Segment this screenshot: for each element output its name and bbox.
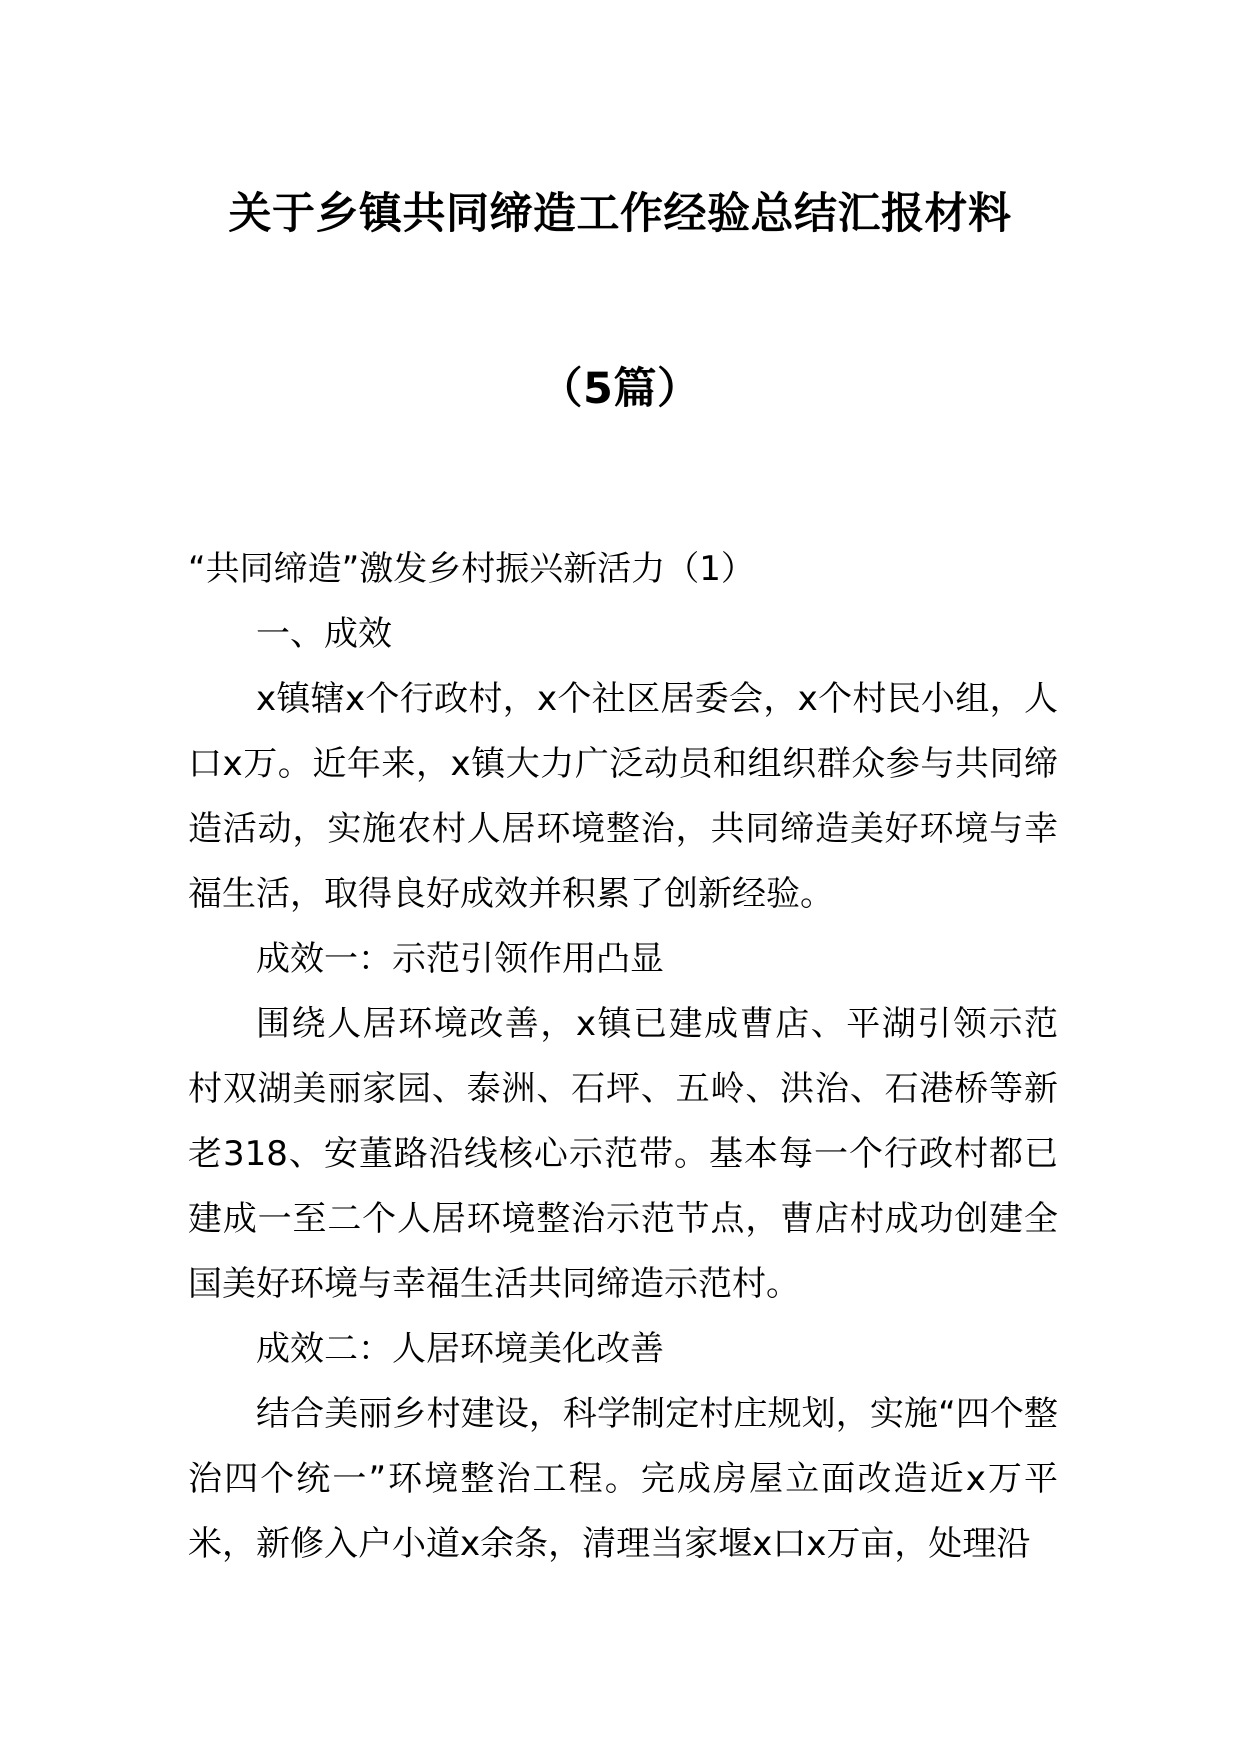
paragraph-intro: x镇辖x个行政村，x个社区居委会，x个村民小组，人口x万。近年来，x镇大力广泛动员和组织群众参与共同缔造活动，实施农村人居环境整治，共同缔造美好环境与幸福生活，取得良好成效并积累了创新经验。 (188, 679, 1058, 914)
document-subtitle: （5篇） (539, 364, 701, 414)
effect-heading-2: 成效二：人居环境美化改善 (256, 1329, 664, 1369)
section-heading: 一、成效 (256, 614, 392, 654)
paragraph-effect-2: 结合美丽乡村建设，科学制定村庄规划，实施“四个整治四个统一”环境整治工程。完成房屋立面改造近x万平米，新修入户小道x余条，清理当家堰x口x万亩，处理沿 (188, 1394, 1058, 1564)
article-heading: “共同缔造”激发乡村振兴新活力（1） (188, 549, 755, 589)
paragraph-effect-1: 围绕人居环境改善，x镇已建成曹店、平湖引领示范村双湖美丽家园、泰洲、石坪、五岭、洪治、石港桥等新老318、安董路沿线核心示范带。基本每一个行政村都已建成一至二个人居环境整治示范节点，曹店村成功创建全国美好环境与幸福生活共同缔造示范村。 (188, 1004, 1058, 1304)
document-body (188, 537, 1058, 1577)
document-title: 关于乡镇共同缔造工作经验总结汇报材料 (228, 189, 1012, 239)
effect-heading-1: 成效一：示范引领作用凸显 (256, 939, 664, 979)
